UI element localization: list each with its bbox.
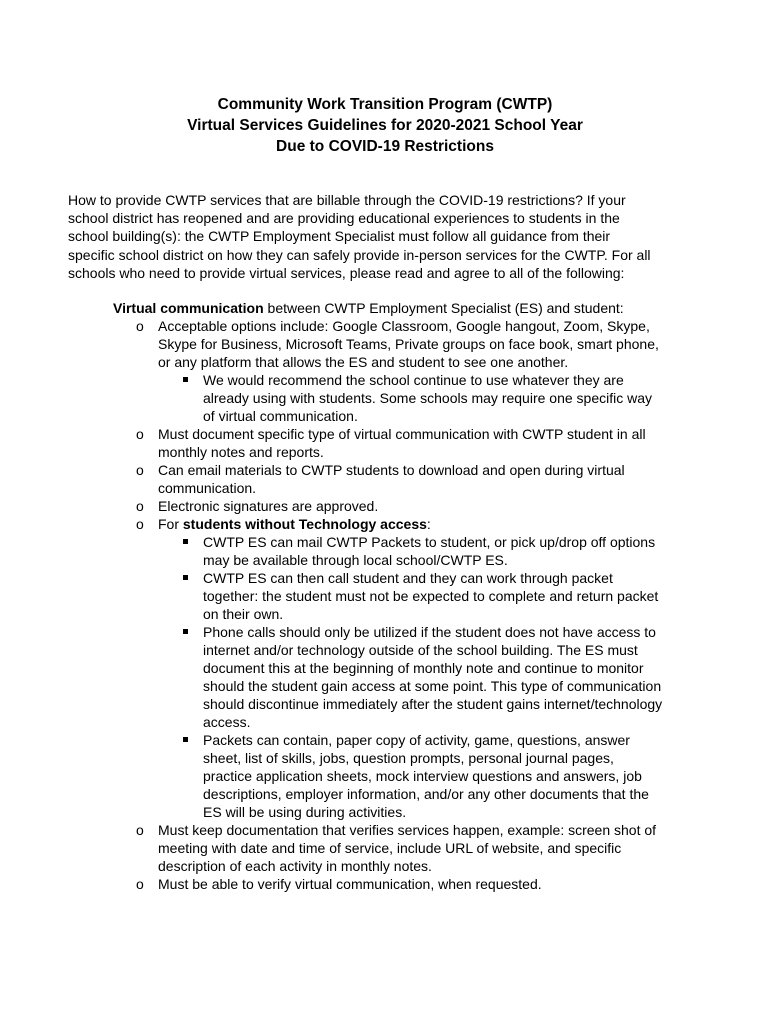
square-bullet-icon xyxy=(183,737,188,742)
item-line: communication. xyxy=(158,480,257,496)
sub-item-line: may be available through local school/CWTP ES. xyxy=(203,552,508,568)
item-line: description of each activity in monthly notes. xyxy=(158,858,432,874)
sub-item xyxy=(203,371,713,425)
intro-line: school district has reopened and are providing educational experiences to students in the xyxy=(68,210,620,227)
section-lead-bold: Virtual communication xyxy=(113,300,264,316)
square-bullet-icon xyxy=(183,629,188,634)
sub-item-line: descriptions, employer information, and/or any other documents that the xyxy=(203,786,649,802)
sub-item xyxy=(203,533,713,569)
section-lead xyxy=(113,299,713,317)
sub-item-line: Phone calls should only be utilized if the student does not have access to xyxy=(203,624,656,640)
circle-bullet-icon: o xyxy=(136,462,144,478)
item-line: meeting with date and time of service, include URL of website, and specific xyxy=(158,840,622,856)
intro-line: specific school district on how they can safely provide in-person services for the CWTP. For all xyxy=(68,246,651,263)
sub-item xyxy=(203,623,713,731)
sub-item-line: together: the student must not be expected to complete and return packet xyxy=(203,588,659,604)
item-line: Must keep documentation that verifies services happen, example: screen shot of xyxy=(158,822,657,838)
sub-item-line: CWTP ES can mail CWTP Packets to student, or pick up/drop off options xyxy=(203,534,656,550)
intro-line: schools who need to provide virtual services, please read and agree to all of the following: xyxy=(68,264,625,281)
sub-list xyxy=(158,533,713,821)
item-line: Acceptable options include: Google Classroom, Google hangout, Zoom, Skype, xyxy=(158,318,650,334)
circle-bullet-icon: o xyxy=(136,498,144,514)
intro-line: How to provide CWTP services that are billable through the COVID-19 restrictions? If your xyxy=(68,192,626,208)
sub-item-line: on their own. xyxy=(203,606,284,622)
sub-item xyxy=(203,731,713,821)
sub-item-line: We would recommend the school continue to use whatever they are xyxy=(203,372,624,388)
circle-bullet-icon: o xyxy=(136,516,144,532)
item-line xyxy=(158,515,713,533)
guideline-item xyxy=(136,821,713,875)
title-line-3: Due to COVID-19 Restrictions xyxy=(276,138,494,155)
guideline-item xyxy=(136,425,713,461)
sub-item-line: CWTP ES can then call student and they can work through packet xyxy=(203,570,613,586)
item-line: Electronic signatures are approved. xyxy=(158,498,379,514)
sub-item-line: should the student gain access at some point. This type of communication xyxy=(203,678,662,694)
item-prefix: For xyxy=(158,516,183,532)
item-line: Can email materials to CWTP students to download and open during virtual xyxy=(158,462,625,478)
item-line: monthly notes and reports. xyxy=(158,444,324,460)
sub-item-line: Packets can contain, paper copy of activity, game, questions, answer xyxy=(203,732,630,748)
guideline-list xyxy=(113,317,713,893)
document-title xyxy=(0,94,770,157)
item-line: or any platform that allows the ES and student to see one another. xyxy=(158,354,569,370)
square-bullet-icon xyxy=(183,377,188,382)
guideline-item xyxy=(136,497,713,515)
item-line: Skype for Business, Microsoft Teams, Private groups on face book, smart phone, xyxy=(158,336,659,352)
sub-item-line: should discontinue immediately after the student gains internet/technology xyxy=(203,696,663,712)
sub-list xyxy=(158,371,713,425)
item-bold-text: students without Technology access xyxy=(182,516,427,532)
square-bullet-icon xyxy=(183,539,188,544)
circle-bullet-icon: o xyxy=(136,318,144,334)
sub-item-line: internet and/or technology outside of the school building. The ES must xyxy=(203,642,638,658)
circle-bullet-icon: o xyxy=(136,876,144,892)
sub-item-line: practice application sheets, mock interview questions and answers, job xyxy=(203,768,642,784)
sub-item xyxy=(203,569,713,623)
item-suffix: : xyxy=(426,516,431,532)
sub-item-line: document this at the beginning of monthly note and continue to monitor xyxy=(203,660,644,676)
guideline-item xyxy=(136,317,713,425)
guideline-item xyxy=(136,875,713,893)
circle-bullet-icon: o xyxy=(136,426,144,442)
circle-bullet-icon: o xyxy=(136,822,144,838)
item-line: Must be able to verify virtual communication, when requested. xyxy=(158,876,542,892)
intro-paragraph xyxy=(68,191,708,282)
sub-item-line: already using with students. Some schools may require one specific way xyxy=(203,390,652,406)
virtual-communication-section xyxy=(113,299,713,893)
square-bullet-icon xyxy=(183,575,188,580)
item-line: Must document specific type of virtual communication with CWTP student in all xyxy=(158,426,646,442)
title-line-1: Community Work Transition Program (CWTP) xyxy=(217,96,553,113)
sub-item-line: access. xyxy=(203,714,251,730)
intro-line: school building(s): the CWTP Employment Specialist must follow all guidance from their xyxy=(68,228,611,245)
title-line-2: Virtual Services Guidelines for 2020-2021 School Year xyxy=(187,117,583,134)
sub-item-line: of virtual communication. xyxy=(203,408,358,424)
guideline-item xyxy=(136,461,713,497)
sub-item-line: sheet, list of skills, jobs, question prompts, personal journal pages, xyxy=(203,750,614,766)
section-lead-rest: between CWTP Employment Specialist (ES) and student: xyxy=(263,300,624,316)
sub-item-line: ES will be using during activities. xyxy=(203,804,407,820)
guideline-item xyxy=(136,515,713,821)
